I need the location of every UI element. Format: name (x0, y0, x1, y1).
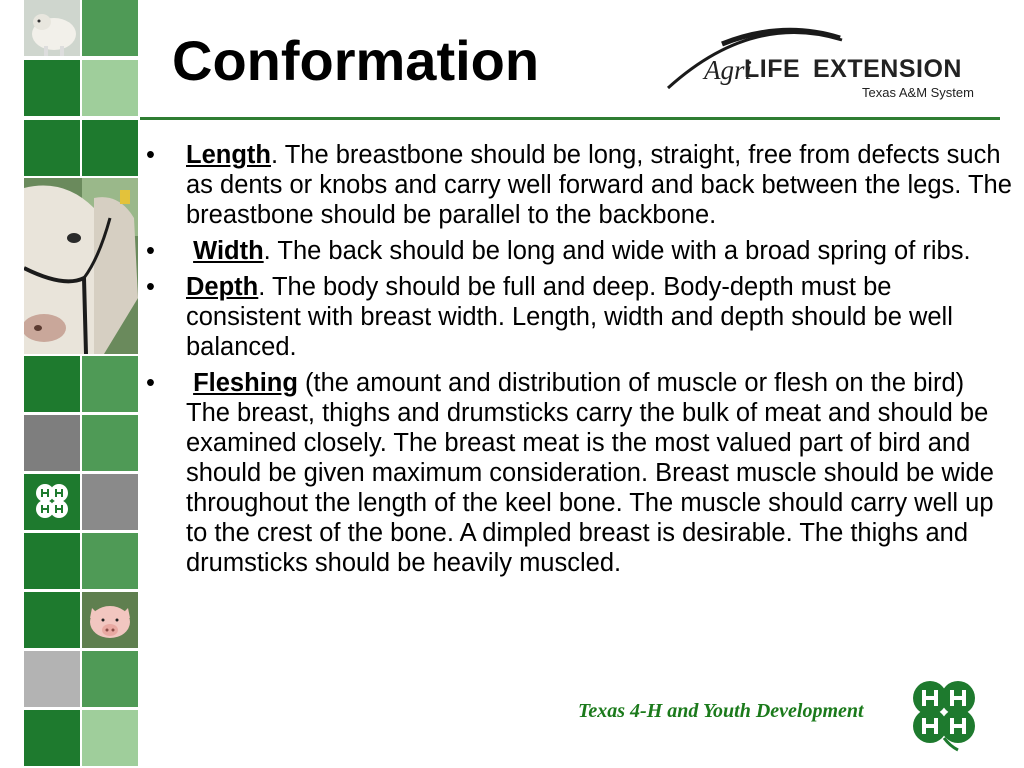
tile (24, 592, 80, 648)
tile (82, 533, 138, 589)
logo-word-life: LIFE (744, 55, 801, 83)
sheep-photo (24, 0, 80, 56)
bullet-text: (the amount and distribution of muscle or flesh on the bird) The breast, thighs and drumsticks carry the bulk of meat and should be examined closely. The breast meat is the most valued part of bird and should be given maximum consideration. Breast muscle should be wide throughout the length of the keel bone. The muscle should carry well up to the crest of the bone. A dimpled breast is desirable. The thighs and drumsticks should be heavily muscled. (186, 369, 994, 577)
clover-tile (24, 474, 80, 530)
term-width: Width (193, 237, 264, 265)
page-title: Conformation (172, 29, 540, 92)
tile (82, 474, 138, 530)
bullet-depth (140, 272, 1012, 362)
pig-photo (82, 592, 138, 648)
term-length: Length (186, 141, 271, 169)
tile (82, 415, 138, 471)
tile (82, 120, 138, 176)
pig-icon (82, 592, 138, 648)
bullet-text: . The breastbone should be long, straight, free from defects such as dents or knobs and carry well forward and back between the legs. The breastbone should be parallel to the backbone. (186, 141, 1012, 229)
sheep-icon (24, 0, 80, 56)
agrilife-extension-logo (662, 22, 982, 102)
header-divider (140, 117, 1000, 120)
bullet-list (140, 140, 1012, 584)
tile (24, 415, 80, 471)
clover-icon (24, 474, 80, 530)
bullet-text: . The body should be full and deep. Body-depth must be consistent with breast width. Length, width and depth should be well balanced. (186, 273, 953, 361)
bullet-length (140, 140, 1012, 230)
tile (82, 356, 138, 412)
tile (24, 710, 80, 766)
tile (24, 120, 80, 176)
tile (82, 710, 138, 766)
logo-word-extension: EXTENSION (813, 55, 962, 83)
footer-caption: Texas 4-H and Youth Development (578, 700, 864, 722)
term-fleshing: Fleshing (193, 369, 298, 397)
logo-word-agri: Agri (704, 55, 753, 85)
bullet-text: . The back should be long and wide with a broad spring of ribs. (263, 237, 971, 265)
tile (24, 60, 80, 116)
cow-icon (24, 178, 138, 354)
bullet-width (140, 236, 1012, 266)
cow-photo (24, 178, 138, 354)
four-h-clover-logo (902, 672, 986, 756)
term-depth: Depth (186, 273, 259, 301)
tile (82, 60, 138, 116)
tile (82, 0, 138, 56)
tile (24, 533, 80, 589)
four-h-clover-icon (902, 672, 986, 756)
tile (82, 651, 138, 707)
logo-subtitle: Texas A&M System (862, 85, 974, 100)
tile (24, 356, 80, 412)
bullet-fleshing (140, 368, 1012, 578)
sidebar-tiles (0, 0, 138, 768)
tile (24, 651, 80, 707)
